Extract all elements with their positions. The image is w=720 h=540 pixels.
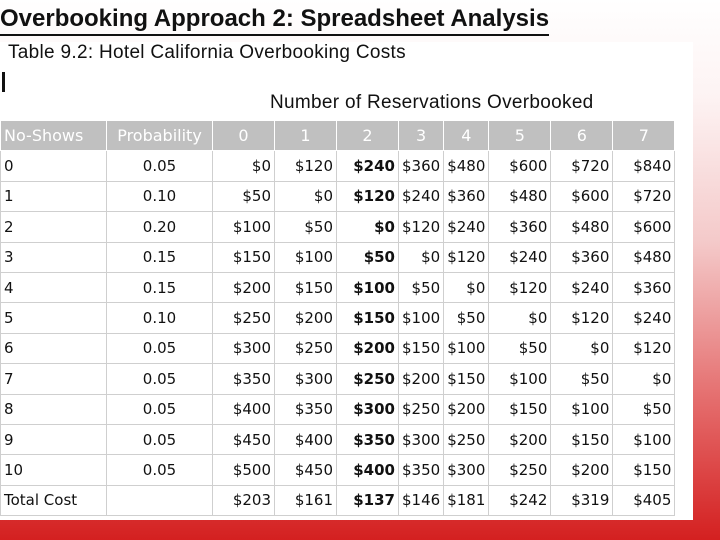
cost-cell: $50	[489, 333, 551, 363]
total-cost-cell: $242	[489, 485, 551, 515]
cost-cell: $50	[613, 394, 675, 424]
cost-cell: $100	[399, 303, 444, 333]
cost-cell: $0	[551, 333, 613, 363]
cost-cell: $50	[444, 303, 489, 333]
cost-cell: $150	[337, 303, 399, 333]
header-overbooked-3: 3	[399, 121, 444, 151]
cost-cell: $300	[337, 394, 399, 424]
cost-cell: $120	[275, 151, 337, 181]
cost-cell: $350	[399, 455, 444, 485]
cost-cell: $100	[489, 364, 551, 394]
total-cost-cell: $181	[444, 485, 489, 515]
total-empty-cell	[107, 485, 213, 515]
header-overbooked-4: 4	[444, 121, 489, 151]
no-shows-cell: 3	[1, 242, 107, 272]
cost-cell: $0	[613, 364, 675, 394]
cost-cell: $480	[613, 242, 675, 272]
cost-cell: $200	[489, 424, 551, 454]
table-row	[1, 394, 675, 424]
cost-cell: $360	[551, 242, 613, 272]
cost-cell: $200	[551, 455, 613, 485]
cost-cell: $600	[551, 181, 613, 211]
cost-cell: $200	[399, 364, 444, 394]
table-caption: Table 9.2: Hotel California Overbooking Costs	[8, 42, 406, 63]
cost-cell: $150	[213, 242, 275, 272]
cost-cell: $100	[613, 424, 675, 454]
cost-cell: $300	[275, 364, 337, 394]
table-row	[1, 424, 675, 454]
probability-cell: 0.05	[107, 455, 213, 485]
total-row	[1, 485, 675, 515]
cost-cell: $250	[275, 333, 337, 363]
header-no-shows: No-Shows	[1, 121, 107, 151]
probability-cell: 0.05	[107, 333, 213, 363]
spreadsheet	[0, 42, 693, 520]
cost-cell: $480	[551, 212, 613, 242]
cost-cell: $200	[337, 333, 399, 363]
cost-cell: $120	[489, 272, 551, 302]
probability-cell: 0.05	[107, 394, 213, 424]
cost-cell: $480	[444, 151, 489, 181]
cost-cell: $100	[337, 272, 399, 302]
cost-cell: $240	[489, 242, 551, 272]
probability-cell: 0.05	[107, 151, 213, 181]
cost-cell: $150	[444, 364, 489, 394]
cost-cell: $150	[551, 424, 613, 454]
cost-cell: $240	[337, 151, 399, 181]
cost-cell: $250	[399, 394, 444, 424]
overbooking-cost-table	[0, 120, 675, 516]
cost-cell: $200	[213, 272, 275, 302]
cost-cell: $450	[275, 455, 337, 485]
header-overbooked-7: 7	[613, 121, 675, 151]
header-overbooked-5: 5	[489, 121, 551, 151]
no-shows-cell: 0	[1, 151, 107, 181]
header-overbooked-0: 0	[213, 121, 275, 151]
cost-cell: $250	[489, 455, 551, 485]
cost-cell: $120	[613, 333, 675, 363]
cost-cell: $0	[444, 272, 489, 302]
cost-cell: $100	[213, 212, 275, 242]
cost-cell: $360	[444, 181, 489, 211]
cost-cell: $120	[551, 303, 613, 333]
total-cost-cell: $319	[551, 485, 613, 515]
cost-cell: $150	[399, 333, 444, 363]
cost-cell: $0	[399, 242, 444, 272]
probability-cell: 0.05	[107, 424, 213, 454]
table-row	[1, 212, 675, 242]
cost-cell: $450	[213, 424, 275, 454]
table-row	[1, 333, 675, 363]
columns-caption: Number of Reservations Overbooked	[270, 92, 594, 113]
cost-cell: $600	[613, 212, 675, 242]
cost-cell: $400	[213, 394, 275, 424]
no-shows-cell: 9	[1, 424, 107, 454]
cost-cell: $720	[613, 181, 675, 211]
total-cost-label: Total Cost	[1, 485, 107, 515]
table-row	[1, 364, 675, 394]
table-row	[1, 181, 675, 211]
cost-cell: $360	[613, 272, 675, 302]
cost-cell: $400	[275, 424, 337, 454]
table-row	[1, 455, 675, 485]
cost-cell: $0	[213, 151, 275, 181]
probability-cell: 0.20	[107, 212, 213, 242]
cost-cell: $250	[337, 364, 399, 394]
cost-cell: $250	[213, 303, 275, 333]
cost-cell: $240	[399, 181, 444, 211]
header-overbooked-6: 6	[551, 121, 613, 151]
header-overbooked-2: 2	[337, 121, 399, 151]
cost-cell: $100	[275, 242, 337, 272]
slide-title: Overbooking Approach 2: Spreadsheet Analysis	[0, 4, 549, 36]
cost-cell: $0	[275, 181, 337, 211]
cost-cell: $50	[275, 212, 337, 242]
table-row	[1, 151, 675, 181]
header-overbooked-1: 1	[275, 121, 337, 151]
probability-cell: 0.10	[107, 181, 213, 211]
total-cost-cell: $137	[337, 485, 399, 515]
cost-cell: $100	[551, 394, 613, 424]
cost-cell: $0	[337, 212, 399, 242]
cost-cell: $360	[489, 212, 551, 242]
cost-cell: $300	[444, 455, 489, 485]
cost-cell: $240	[551, 272, 613, 302]
cost-cell: $200	[444, 394, 489, 424]
text-cursor	[2, 72, 5, 92]
table-row	[1, 303, 675, 333]
table-row	[1, 272, 675, 302]
cost-cell: $150	[613, 455, 675, 485]
probability-cell: 0.15	[107, 242, 213, 272]
no-shows-cell: 4	[1, 272, 107, 302]
no-shows-cell: 7	[1, 364, 107, 394]
cost-cell: $50	[337, 242, 399, 272]
cost-cell: $350	[275, 394, 337, 424]
no-shows-cell: 2	[1, 212, 107, 242]
probability-cell: 0.15	[107, 272, 213, 302]
cost-cell: $480	[489, 181, 551, 211]
no-shows-cell: 5	[1, 303, 107, 333]
cost-cell: $350	[213, 364, 275, 394]
total-cost-cell: $161	[275, 485, 337, 515]
header-row	[1, 121, 675, 151]
cost-cell: $360	[399, 151, 444, 181]
probability-cell: 0.10	[107, 303, 213, 333]
cost-cell: $150	[489, 394, 551, 424]
table-row	[1, 242, 675, 272]
cost-cell: $120	[337, 181, 399, 211]
cost-cell: $100	[444, 333, 489, 363]
cost-cell: $50	[213, 181, 275, 211]
total-cost-cell: $405	[613, 485, 675, 515]
cost-cell: $240	[444, 212, 489, 242]
cost-cell: $300	[213, 333, 275, 363]
cost-cell: $200	[275, 303, 337, 333]
cost-cell: $350	[337, 424, 399, 454]
total-cost-cell: $203	[213, 485, 275, 515]
cost-cell: $720	[551, 151, 613, 181]
no-shows-cell: 8	[1, 394, 107, 424]
cost-cell: $240	[613, 303, 675, 333]
cost-cell: $50	[551, 364, 613, 394]
cost-cell: $120	[399, 212, 444, 242]
total-cost-cell: $146	[399, 485, 444, 515]
no-shows-cell: 1	[1, 181, 107, 211]
cost-cell: $840	[613, 151, 675, 181]
cost-cell: $600	[489, 151, 551, 181]
header-probability: Probability	[107, 121, 213, 151]
cost-cell: $500	[213, 455, 275, 485]
cost-cell: $300	[399, 424, 444, 454]
cost-cell: $150	[275, 272, 337, 302]
cost-cell: $250	[444, 424, 489, 454]
cost-cell: $120	[444, 242, 489, 272]
no-shows-cell: 6	[1, 333, 107, 363]
probability-cell: 0.05	[107, 364, 213, 394]
cost-cell: $50	[399, 272, 444, 302]
no-shows-cell: 10	[1, 455, 107, 485]
cost-cell: $0	[489, 303, 551, 333]
cost-cell: $400	[337, 455, 399, 485]
